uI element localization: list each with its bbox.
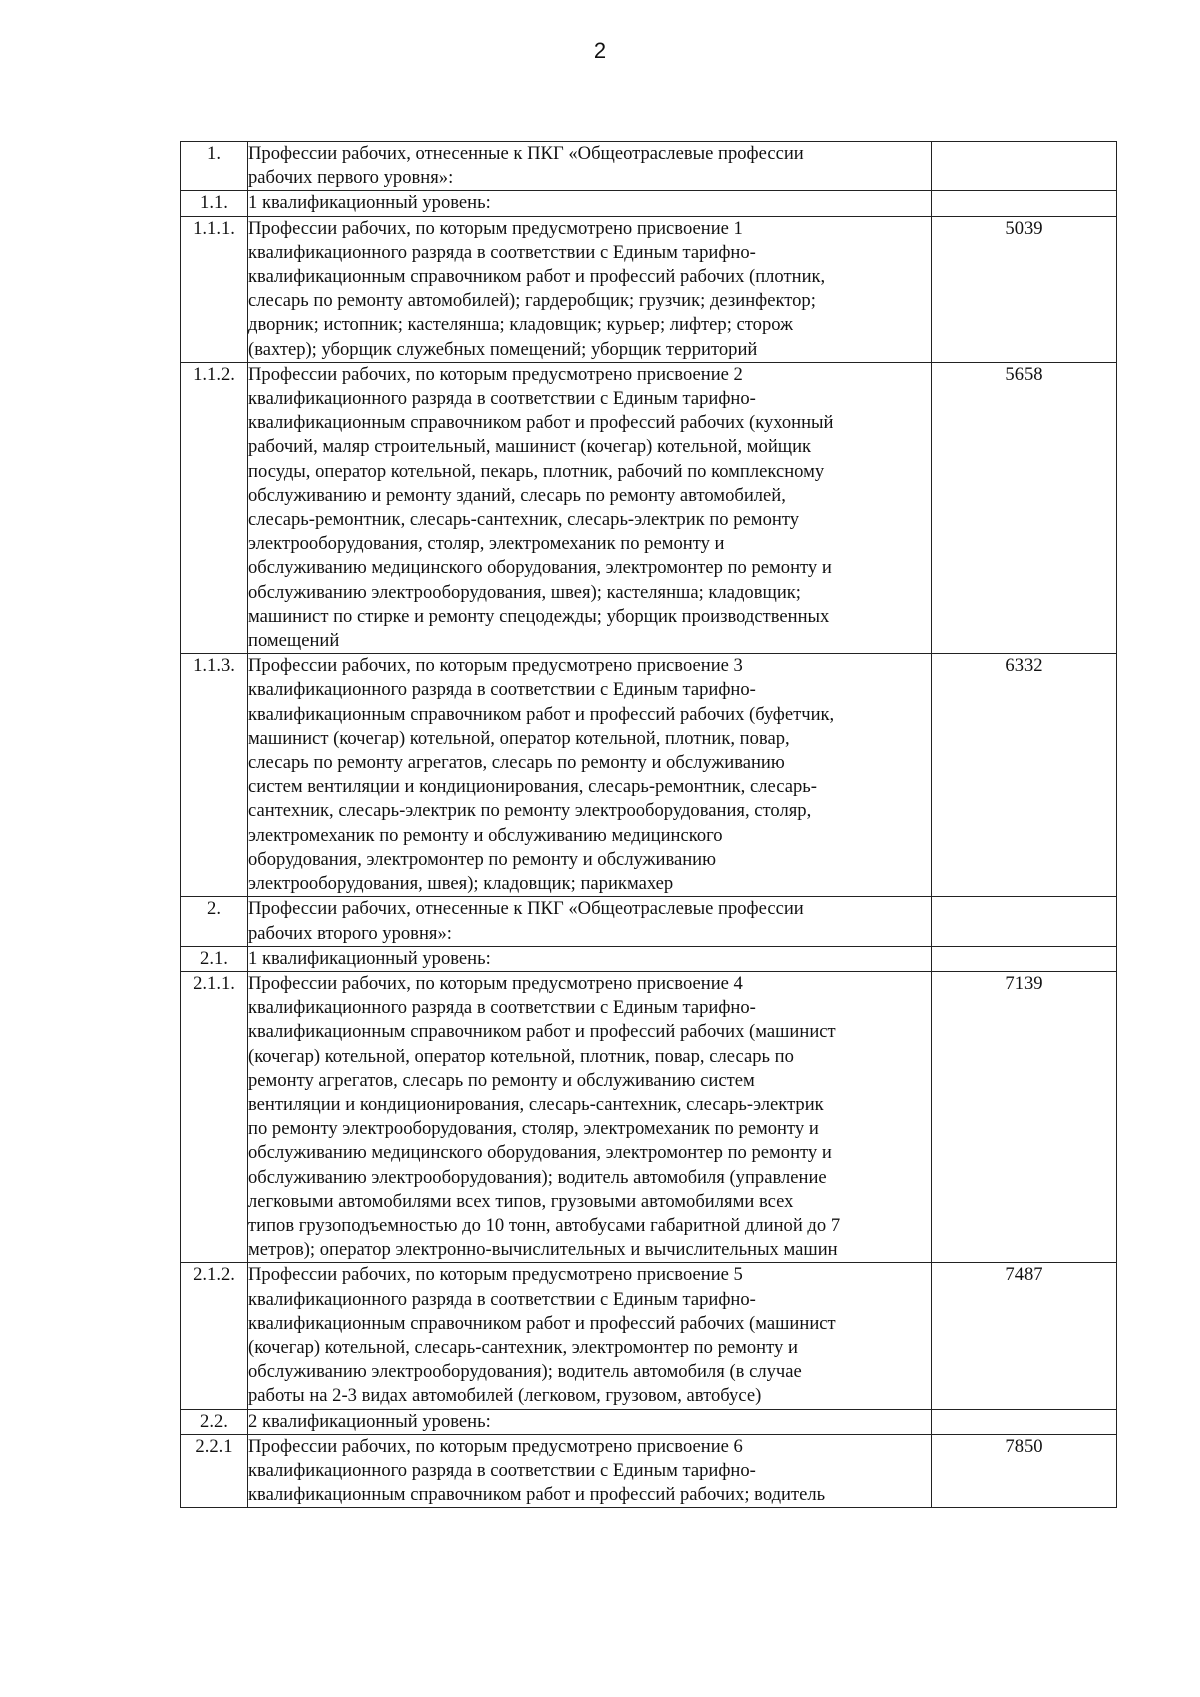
description-line: посуды, оператор котельной, пекарь, плотник, рабочий по комплексному bbox=[248, 460, 825, 482]
description-line: вентиляции и кондиционирования, слесарь-сантехник, слесарь-электрик bbox=[248, 1093, 824, 1115]
table-row bbox=[181, 191, 1117, 216]
row-number-cell: 1.1.1. bbox=[181, 216, 248, 362]
description-cell bbox=[248, 1263, 932, 1409]
table-row bbox=[181, 1263, 1117, 1409]
description-line: сантехник, слесарь-электрик по ремонту электрооборудования, столяр, bbox=[248, 800, 812, 822]
description-line: типов грузоподъемностью до 10 тонн, автобусами габаритной длиной до 7 bbox=[248, 1214, 841, 1236]
salary-value-cell bbox=[932, 897, 1117, 946]
table-row bbox=[181, 1434, 1117, 1508]
table-row bbox=[181, 362, 1117, 653]
description-line: легковыми автомобилями всех типов, грузовыми автомобилями всех bbox=[248, 1190, 794, 1212]
description-line: обслуживанию и ремонту зданий, слесарь по ремонту автомобилей, bbox=[248, 484, 786, 506]
description-cell bbox=[248, 897, 932, 946]
table-row bbox=[181, 1409, 1117, 1434]
table-row bbox=[181, 971, 1117, 1262]
description-line: квалификационного разряда в соответствии с Единым тарифно- bbox=[248, 679, 756, 701]
description-line: рабочий, маляр строительный, машинист (кочегар) котельной, мойщик bbox=[248, 436, 812, 458]
salary-value-cell bbox=[932, 191, 1117, 216]
description-line: машинист по стирке и ремонту спецодежды; уборщик производственных bbox=[248, 605, 830, 627]
table-row bbox=[181, 654, 1117, 897]
description-cell bbox=[248, 971, 932, 1262]
row-number-cell: 1.1.3. bbox=[181, 654, 248, 897]
description-line: рабочих второго уровня»: bbox=[248, 922, 452, 944]
salary-value-cell: 5658 bbox=[932, 362, 1117, 653]
description-line: (кочегар) котельной, слесарь-сантехник, электромонтер по ремонту и bbox=[248, 1336, 798, 1358]
row-number-cell: 1. bbox=[181, 142, 248, 191]
row-number-cell: 1.1.2. bbox=[181, 362, 248, 653]
description-line: систем вентиляции и кондиционирования, слесарь-ремонтник, слесарь- bbox=[248, 776, 817, 798]
description-line: квалификационного разряда в соответствии с Единым тарифно- bbox=[248, 388, 756, 410]
description-line: 2 квалификационный уровень: bbox=[248, 1410, 491, 1432]
description-cell bbox=[248, 142, 932, 191]
row-number-cell: 2.1.1. bbox=[181, 971, 248, 1262]
description-line: электромеханик по ремонту и обслуживанию медицинского bbox=[248, 824, 723, 846]
description-line: квалификационным справочником работ и профессий рабочих (буфетчик, bbox=[248, 703, 835, 725]
description-line: дворник; истопник; кастелянша; кладовщик; курьер; лифтер; сторож bbox=[248, 314, 793, 336]
description-line: обслуживанию электрооборудования); водитель автомобиля (управление bbox=[248, 1166, 827, 1188]
description-line: ремонту агрегатов, слесарь по ремонту и обслуживанию систем bbox=[248, 1069, 755, 1091]
description-line: электрооборудования, швея); кладовщик; парикмахер bbox=[248, 873, 674, 895]
description-cell bbox=[248, 1434, 932, 1508]
description-line: квалификационного разряда в соответствии с Единым тарифно- bbox=[248, 1459, 756, 1481]
description-line: Профессии рабочих, по которым предусмотрено присвоение 1 bbox=[248, 217, 743, 239]
salary-value-cell bbox=[932, 142, 1117, 191]
description-line: Профессии рабочих, по которым предусмотрено присвоение 5 bbox=[248, 1264, 743, 1286]
description-line: помещений bbox=[248, 630, 340, 652]
salary-value-cell bbox=[932, 946, 1117, 971]
description-line: квалификационного разряда в соответствии с Единым тарифно- bbox=[248, 241, 756, 263]
description-cell bbox=[248, 216, 932, 362]
profession-salary-table bbox=[180, 141, 1117, 1508]
table-row bbox=[181, 946, 1117, 971]
table-row bbox=[181, 897, 1117, 946]
row-number-cell: 2.1.2. bbox=[181, 1263, 248, 1409]
description-cell bbox=[248, 946, 932, 971]
description-line: метров); оператор электронно-вычислительных и вычислительных машин bbox=[248, 1239, 838, 1261]
description-line: обслуживанию электрооборудования); водитель автомобиля (в случае bbox=[248, 1361, 802, 1383]
description-cell bbox=[248, 191, 932, 216]
description-line: электрооборудования, столяр, электромеханик по ремонту и bbox=[248, 533, 725, 555]
description-line: 1 квалификационный уровень: bbox=[248, 192, 491, 214]
description-line: Профессии рабочих, по которым предусмотрено присвоение 2 bbox=[248, 363, 743, 385]
salary-value-cell: 7139 bbox=[932, 971, 1117, 1262]
row-number-cell: 2.2. bbox=[181, 1409, 248, 1434]
description-line: 1 квалификационный уровень: bbox=[248, 947, 491, 969]
row-number-cell: 2.2.1 bbox=[181, 1434, 248, 1508]
description-line: квалификационного разряда в соответствии с Единым тарифно- bbox=[248, 1288, 756, 1310]
row-number-cell: 2. bbox=[181, 897, 248, 946]
description-line: рабочих первого уровня»: bbox=[248, 167, 454, 189]
description-line: Профессии рабочих, по которым предусмотрено присвоение 3 bbox=[248, 655, 743, 677]
description-line: слесарь по ремонту автомобилей); гардеробщик; грузчик; дезинфектор; bbox=[248, 290, 816, 312]
description-line: квалификационным справочником работ и профессий рабочих (кухонный bbox=[248, 412, 834, 434]
description-line: Профессии рабочих, отнесенные к ПКГ «Общеотраслевые профессии bbox=[248, 898, 804, 920]
page-number: 2 bbox=[593, 38, 607, 63]
description-line: обслуживанию медицинского оборудования, электромонтер по ремонту и bbox=[248, 1142, 832, 1164]
description-line: Профессии рабочих, отнесенные к ПКГ «Общеотраслевые профессии bbox=[248, 143, 804, 164]
salary-value-cell: 7487 bbox=[932, 1263, 1117, 1409]
salary-value-cell: 6332 bbox=[932, 654, 1117, 897]
description-line: Профессии рабочих, по которым предусмотрено присвоение 6 bbox=[248, 1435, 743, 1457]
description-line: квалификационным справочником работ и профессий рабочих; водитель bbox=[248, 1484, 826, 1506]
description-cell bbox=[248, 1409, 932, 1434]
description-line: по ремонту электрооборудования, столяр, электромеханик по ремонту и bbox=[248, 1118, 819, 1140]
table-row bbox=[181, 216, 1117, 362]
table-body bbox=[181, 142, 1117, 1508]
description-line: Профессии рабочих, по которым предусмотрено присвоение 4 bbox=[248, 972, 743, 994]
description-line: обслуживанию электрооборудования, швея); кастелянша; кладовщик; bbox=[248, 581, 801, 603]
salary-value-cell: 7850 bbox=[932, 1434, 1117, 1508]
description-line: квалификационного разряда в соответствии с Единым тарифно- bbox=[248, 997, 756, 1019]
table-row bbox=[181, 142, 1117, 191]
description-line: машинист (кочегар) котельной, оператор котельной, плотник, повар, bbox=[248, 727, 790, 749]
description-line: (вахтер); уборщик служебных помещений; уборщик территорий bbox=[248, 338, 758, 360]
description-line: (кочегар) котельной, оператор котельной, плотник, повар, слесарь по bbox=[248, 1045, 794, 1067]
description-line: оборудования, электромонтер по ремонту и обслуживанию bbox=[248, 848, 717, 870]
description-line: работы на 2-3 видах автомобилей (легковом, грузовом, автобусе) bbox=[248, 1385, 762, 1407]
description-line: слесарь-ремонтник, слесарь-сантехник, слесарь-электрик по ремонту bbox=[248, 509, 799, 531]
salary-value-cell: 5039 bbox=[932, 216, 1117, 362]
description-line: квалификационным справочником работ и профессий рабочих (машинист bbox=[248, 1312, 836, 1334]
salary-value-cell bbox=[932, 1409, 1117, 1434]
description-line: квалификационным справочником работ и профессий рабочих (машинист bbox=[248, 1021, 836, 1043]
description-line: квалификационным справочником работ и профессий рабочих (плотник, bbox=[248, 266, 826, 288]
row-number-cell: 2.1. bbox=[181, 946, 248, 971]
row-number-cell: 1.1. bbox=[181, 191, 248, 216]
description-line: слесарь по ремонту агрегатов, слесарь по ремонту и обслуживанию bbox=[248, 752, 785, 774]
description-cell bbox=[248, 362, 932, 653]
description-line: обслуживанию медицинского оборудования, электромонтер по ремонту и bbox=[248, 557, 832, 579]
description-cell bbox=[248, 654, 932, 897]
